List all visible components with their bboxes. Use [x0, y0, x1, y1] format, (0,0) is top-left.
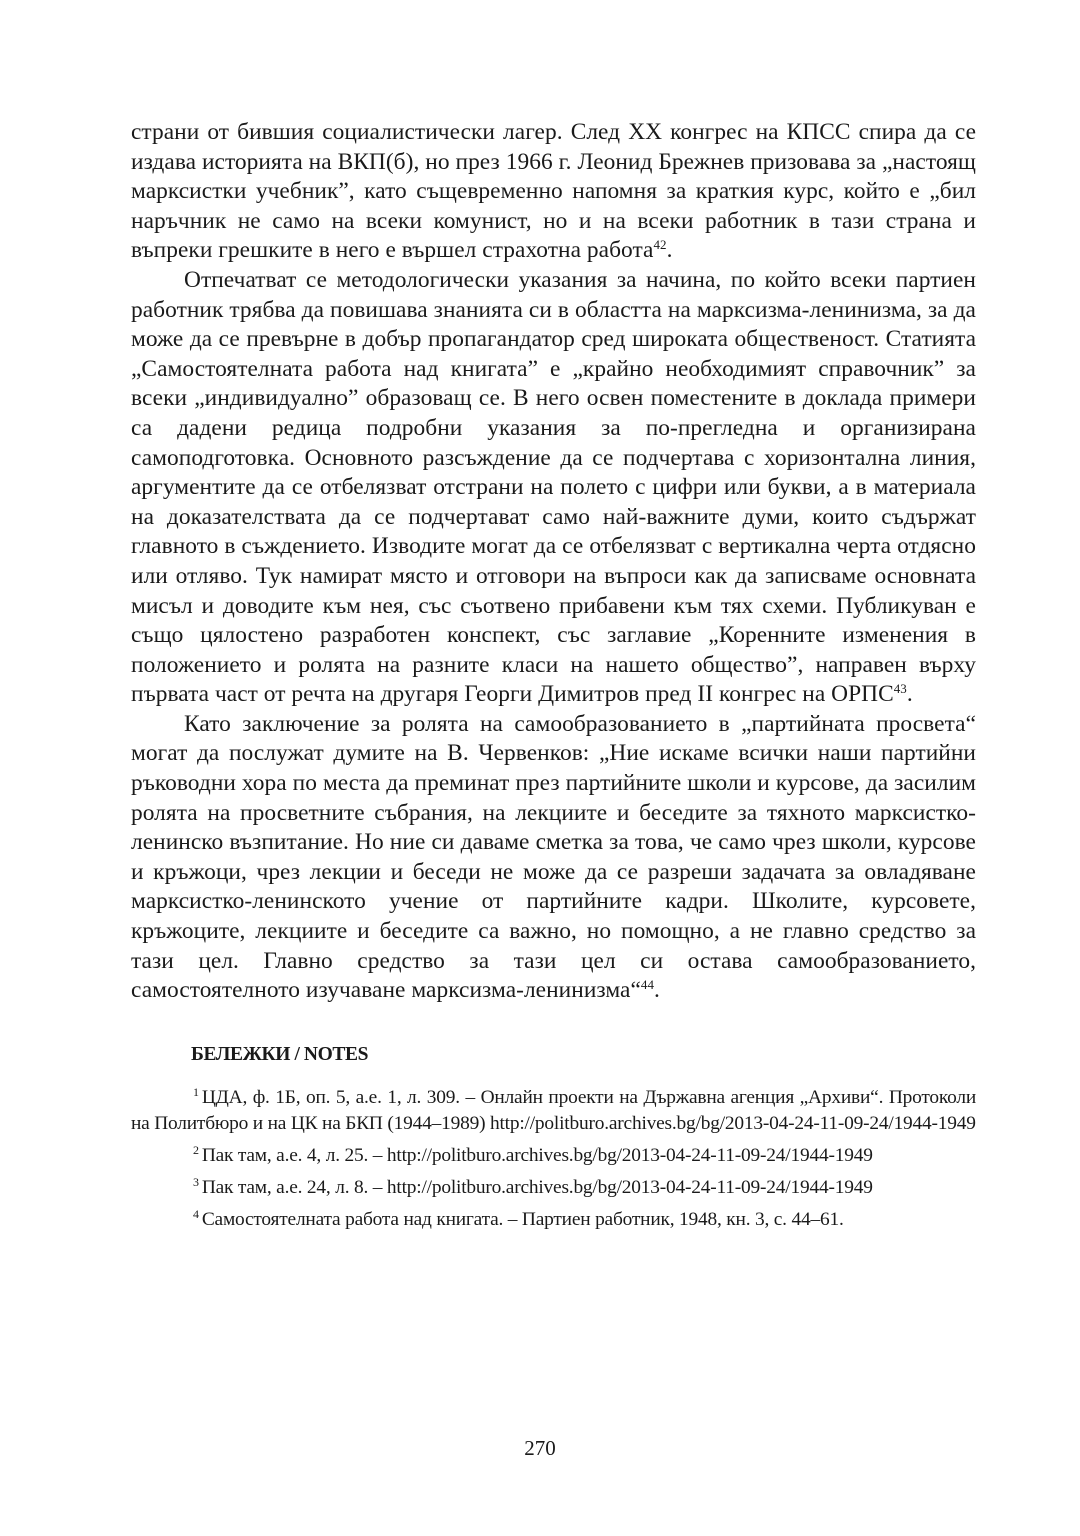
- footnote-ref-43[interactable]: 43: [893, 681, 907, 697]
- paragraph-tail: .: [666, 237, 673, 264]
- body-paragraph-1: [131, 118, 976, 266]
- paragraph-text: страни от бившия социалистически лагер. След XX конгрес на КПСС спира да се издава историята на ВКП(б), но през 1966 г. Леонид Брежнев призовава за „настоящ марксистки учебник”, като същевременно напомня за краткия курс, който е „бил наръчник не само на всеки комунист, но и на всеки работник в тази страна и въпреки грешките в него е вършел страхотна работа: [131, 119, 976, 264]
- note-item: [131, 1143, 976, 1169]
- page-content: [131, 118, 976, 1239]
- note-number: 3: [193, 1174, 199, 1189]
- note-text: ЦДА, ф. 1Б, оп. 5, а.е. 1, л. 309. – Онлайн проекти на Държавна агенция „Архиви“. Протоколи на Политбюро и на ЦК на БКП (1944–1989) http://politburo.archives.bg/bg/2013-04-24-11-09-24/1944-1949: [131, 1086, 976, 1134]
- notes-heading: БЕЛЕЖКИ / NOTES: [191, 1043, 369, 1065]
- footnote-ref-42[interactable]: 42: [653, 237, 667, 253]
- paragraph-text: Като заключение за ролята на самообразованието в „партийната просвета“ могат да послужат думите на В. Червенков: „Ние искаме всички наши партийни ръководни хора по места да преминат през партийните школи и курсове, да засилим ролята на просветните събрания, на лекциите и беседите за тяхното марксистко-ленинско възпитание. Но ние си даваме сметка за това, че само чрез школи, курсове и кръжоци, чрез лекции и беседи не може да се разреши задачата за овладяване марксистко-ленинското учение от партийните кадри. Школите, курсовете, кръжоците, лекциите и беседите са важно, но помощно, а не главно средство за тази цел. Главно средство за тази цел си остава самообразованието, самостоятелното изучаване марксизма-ленинизма“: [131, 710, 976, 1004]
- note-text: Пак там, а.е. 24, л. 8. – http://politburo.archives.bg/bg/2013-04-24-11-09-24/1944-1949: [201, 1176, 873, 1198]
- paragraph-text: Отпечатват се методологически указания за начина, по който всеки партиен работник трябва да повишава знанията си в областта на марксизма-ленинизма, за да може да се превърне в добър пропагандатор сред широката общественост. Статията „Самостоятелната работа над книгата” е „крайно необходимият справочник” за всеки „индивидуално” образоващ се. В него освен поместените в доклада примери са дадени редица подробни указания за по-прегледна и организирана самоподготовка. Основното разсъждение да се подчертава с хоризонтална линия, аргументите да се отбелязват отстрани на полето с цифри или букви, а в материала на доказателствата да се подчертават само най-важните думи, които съдържат главното в съждението. Изводите могат да се отбелязват с вертикална черта отдясно или отляво. Тук намират място и отговори на въпроси как да записваме основната мисъл и доводите към нея, със съотвено прибавени към тях схеми. Публикуван е също цялостено разработен конспект, със заглавие „Коренните изменения в положението и ролята на разните класи на нашето общество”, направен върху първата част от речта на другаря Георги Димитров пред II конгрес на ОРПС: [131, 266, 976, 708]
- note-number: 1: [193, 1084, 199, 1099]
- note-number: 2: [193, 1142, 199, 1157]
- note-item: [131, 1085, 976, 1137]
- note-text: Пак там, а.е. 4, л. 25. – http://politburo.archives.bg/bg/2013-04-24-11-09-24/1944-1949: [201, 1144, 873, 1166]
- body-paragraph-3: [131, 710, 976, 1006]
- page-number: 270: [524, 1436, 556, 1460]
- paragraph-tail: .: [906, 681, 913, 708]
- note-item: [131, 1175, 976, 1201]
- body-paragraph-2: [131, 266, 976, 710]
- note-text: Самостоятелната работа над книгата. – Партиен работник, 1948, кн. 3, с. 44–61.: [201, 1208, 844, 1230]
- note-item: [131, 1207, 976, 1233]
- notes-list: [131, 1085, 976, 1233]
- footnote-ref-44[interactable]: 44: [640, 977, 655, 993]
- paragraph-tail: .: [654, 977, 660, 1004]
- note-number: 4: [193, 1206, 199, 1221]
